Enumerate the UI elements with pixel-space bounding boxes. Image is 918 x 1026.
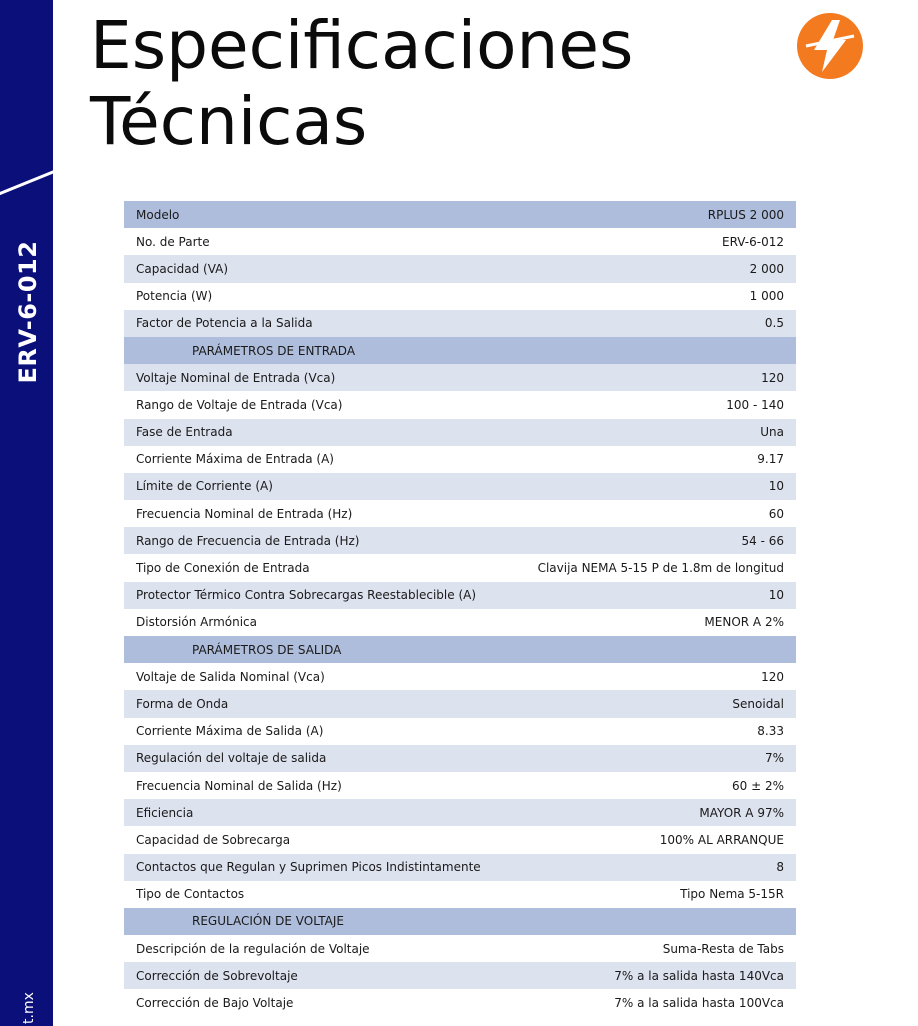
spec-row [124, 446, 796, 473]
spec-label: Rango de Frecuencia de Entrada (Hz) [136, 533, 360, 548]
spec-value: ERV-6-012 [722, 234, 784, 249]
spec-value: 9.17 [757, 452, 784, 467]
spec-label: Frecuencia Nominal de Salida (Hz) [136, 778, 342, 793]
section-title: PARÁMETROS DE SALIDA [192, 642, 342, 657]
spec-value: Una [760, 425, 784, 440]
spec-label: Distorsión Armónica [136, 615, 258, 630]
product-code: ERV-6-012 [14, 240, 42, 384]
spec-value: 54 - 66 [741, 533, 784, 548]
spec-value: MENOR A 2% [704, 615, 784, 630]
spec-row [124, 554, 796, 581]
spec-row [124, 663, 796, 690]
sidebar [0, 0, 53, 1026]
section-title: PARÁMETROS DE ENTRADA [192, 343, 356, 358]
spec-label: Tipo de Contactos [136, 887, 245, 902]
spec-row [124, 228, 796, 255]
spec-label: Descripción de la regulación de Voltaje [136, 941, 370, 956]
spec-label: Corriente Máxima de Salida (A) [136, 724, 324, 739]
spec-label: Frecuencia Nominal de Entrada (Hz) [136, 506, 353, 521]
spec-label: Contactos que Regulan y Suprimen Picos Indistintamente [136, 860, 481, 875]
specifications-table [124, 201, 796, 1017]
spec-value: Tipo Nema 5-15R [680, 887, 784, 902]
spec-row [124, 364, 796, 391]
spec-label: Modelo [136, 207, 180, 222]
spec-value: 7% [764, 751, 784, 766]
spec-row [124, 473, 796, 500]
spec-label: Corrección de Bajo Voltaje [136, 996, 294, 1011]
spec-label: Factor de Potencia a la Salida [136, 316, 313, 331]
spec-value: 8.33 [757, 724, 784, 739]
spec-label: Capacidad de Sobrecarga [136, 832, 291, 847]
spec-row [124, 826, 796, 853]
spec-value: 10 [768, 479, 784, 494]
spec-value: 1 000 [749, 289, 784, 304]
spec-label: Límite de Corriente (A) [136, 479, 273, 494]
section-title: REGULACIÓN DE VOLTAJE [192, 914, 344, 929]
spec-row [124, 854, 796, 881]
spec-label: Voltaje de Salida Nominal (Vca) [136, 669, 325, 684]
spec-row [124, 935, 796, 962]
spec-value: RPLUS 2 000 [707, 207, 784, 222]
spec-value: 10 [768, 588, 784, 603]
spec-value: 100 - 140 [726, 397, 784, 412]
spec-row [124, 718, 796, 745]
spec-label: Forma de Onda [136, 696, 229, 711]
spec-value: 8 [776, 860, 784, 875]
page-title [90, 8, 633, 160]
spec-label: Tipo de Conexión de Entrada [136, 561, 310, 576]
sidebar-slash-decoration [0, 166, 53, 199]
lightning-bolt-logo-icon [796, 12, 864, 80]
spec-value: MAYOR A 97% [699, 805, 784, 820]
spec-row [124, 799, 796, 826]
spec-row [124, 255, 796, 282]
spec-row [124, 690, 796, 717]
spec-label: Regulación del voltaje de salida [136, 751, 327, 766]
section-header-row [124, 908, 796, 935]
spec-value: 120 [761, 370, 784, 385]
spec-row [124, 772, 796, 799]
spec-value: 7% a la salida hasta 140Vca [614, 968, 784, 983]
spec-row [124, 962, 796, 989]
spec-value: 120 [761, 669, 784, 684]
spec-label: Capacidad (VA) [136, 261, 229, 276]
spec-value: 7% a la salida hasta 100Vca [614, 996, 784, 1011]
spec-value: 2 000 [749, 261, 784, 276]
spec-row [124, 310, 796, 337]
website-url: t.mx [21, 992, 37, 1024]
spec-value: 100% AL ARRANQUE [659, 832, 784, 847]
spec-value: 60 ± 2% [732, 778, 784, 793]
spec-row [124, 419, 796, 446]
spec-label: Fase de Entrada [136, 425, 233, 440]
page-title-line-2: Técnicas [90, 83, 368, 160]
spec-row [124, 745, 796, 772]
spec-row [124, 989, 796, 1016]
spec-label: Protector Térmico Contra Sobrecargas Reestablecible (A) [136, 588, 477, 603]
spec-value: Senoidal [732, 696, 784, 711]
spec-value: Suma-Resta de Tabs [662, 941, 784, 956]
spec-row [124, 283, 796, 310]
spec-row [124, 527, 796, 554]
spec-row [124, 201, 796, 228]
spec-row [124, 500, 796, 527]
spec-row [124, 391, 796, 418]
spec-row [124, 609, 796, 636]
spec-value: 60 [768, 506, 784, 521]
page-title-line-1: Especificaciones [90, 7, 634, 84]
section-header-row [124, 337, 796, 364]
section-header-row [124, 636, 796, 663]
spec-row [124, 582, 796, 609]
spec-value: 0.5 [764, 316, 784, 331]
spec-label: Eficiencia [136, 805, 194, 820]
spec-label: No. de Parte [136, 234, 210, 249]
spec-label: Rango de Voltaje de Entrada (Vca) [136, 397, 343, 412]
spec-label: Corriente Máxima de Entrada (A) [136, 452, 334, 467]
spec-value: Clavija NEMA 5-15 P de 1.8m de longitud [537, 561, 784, 576]
spec-row [124, 881, 796, 908]
spec-label: Corrección de Sobrevoltaje [136, 968, 298, 983]
spec-label: Voltaje Nominal de Entrada (Vca) [136, 370, 336, 385]
spec-label: Potencia (W) [136, 289, 213, 304]
